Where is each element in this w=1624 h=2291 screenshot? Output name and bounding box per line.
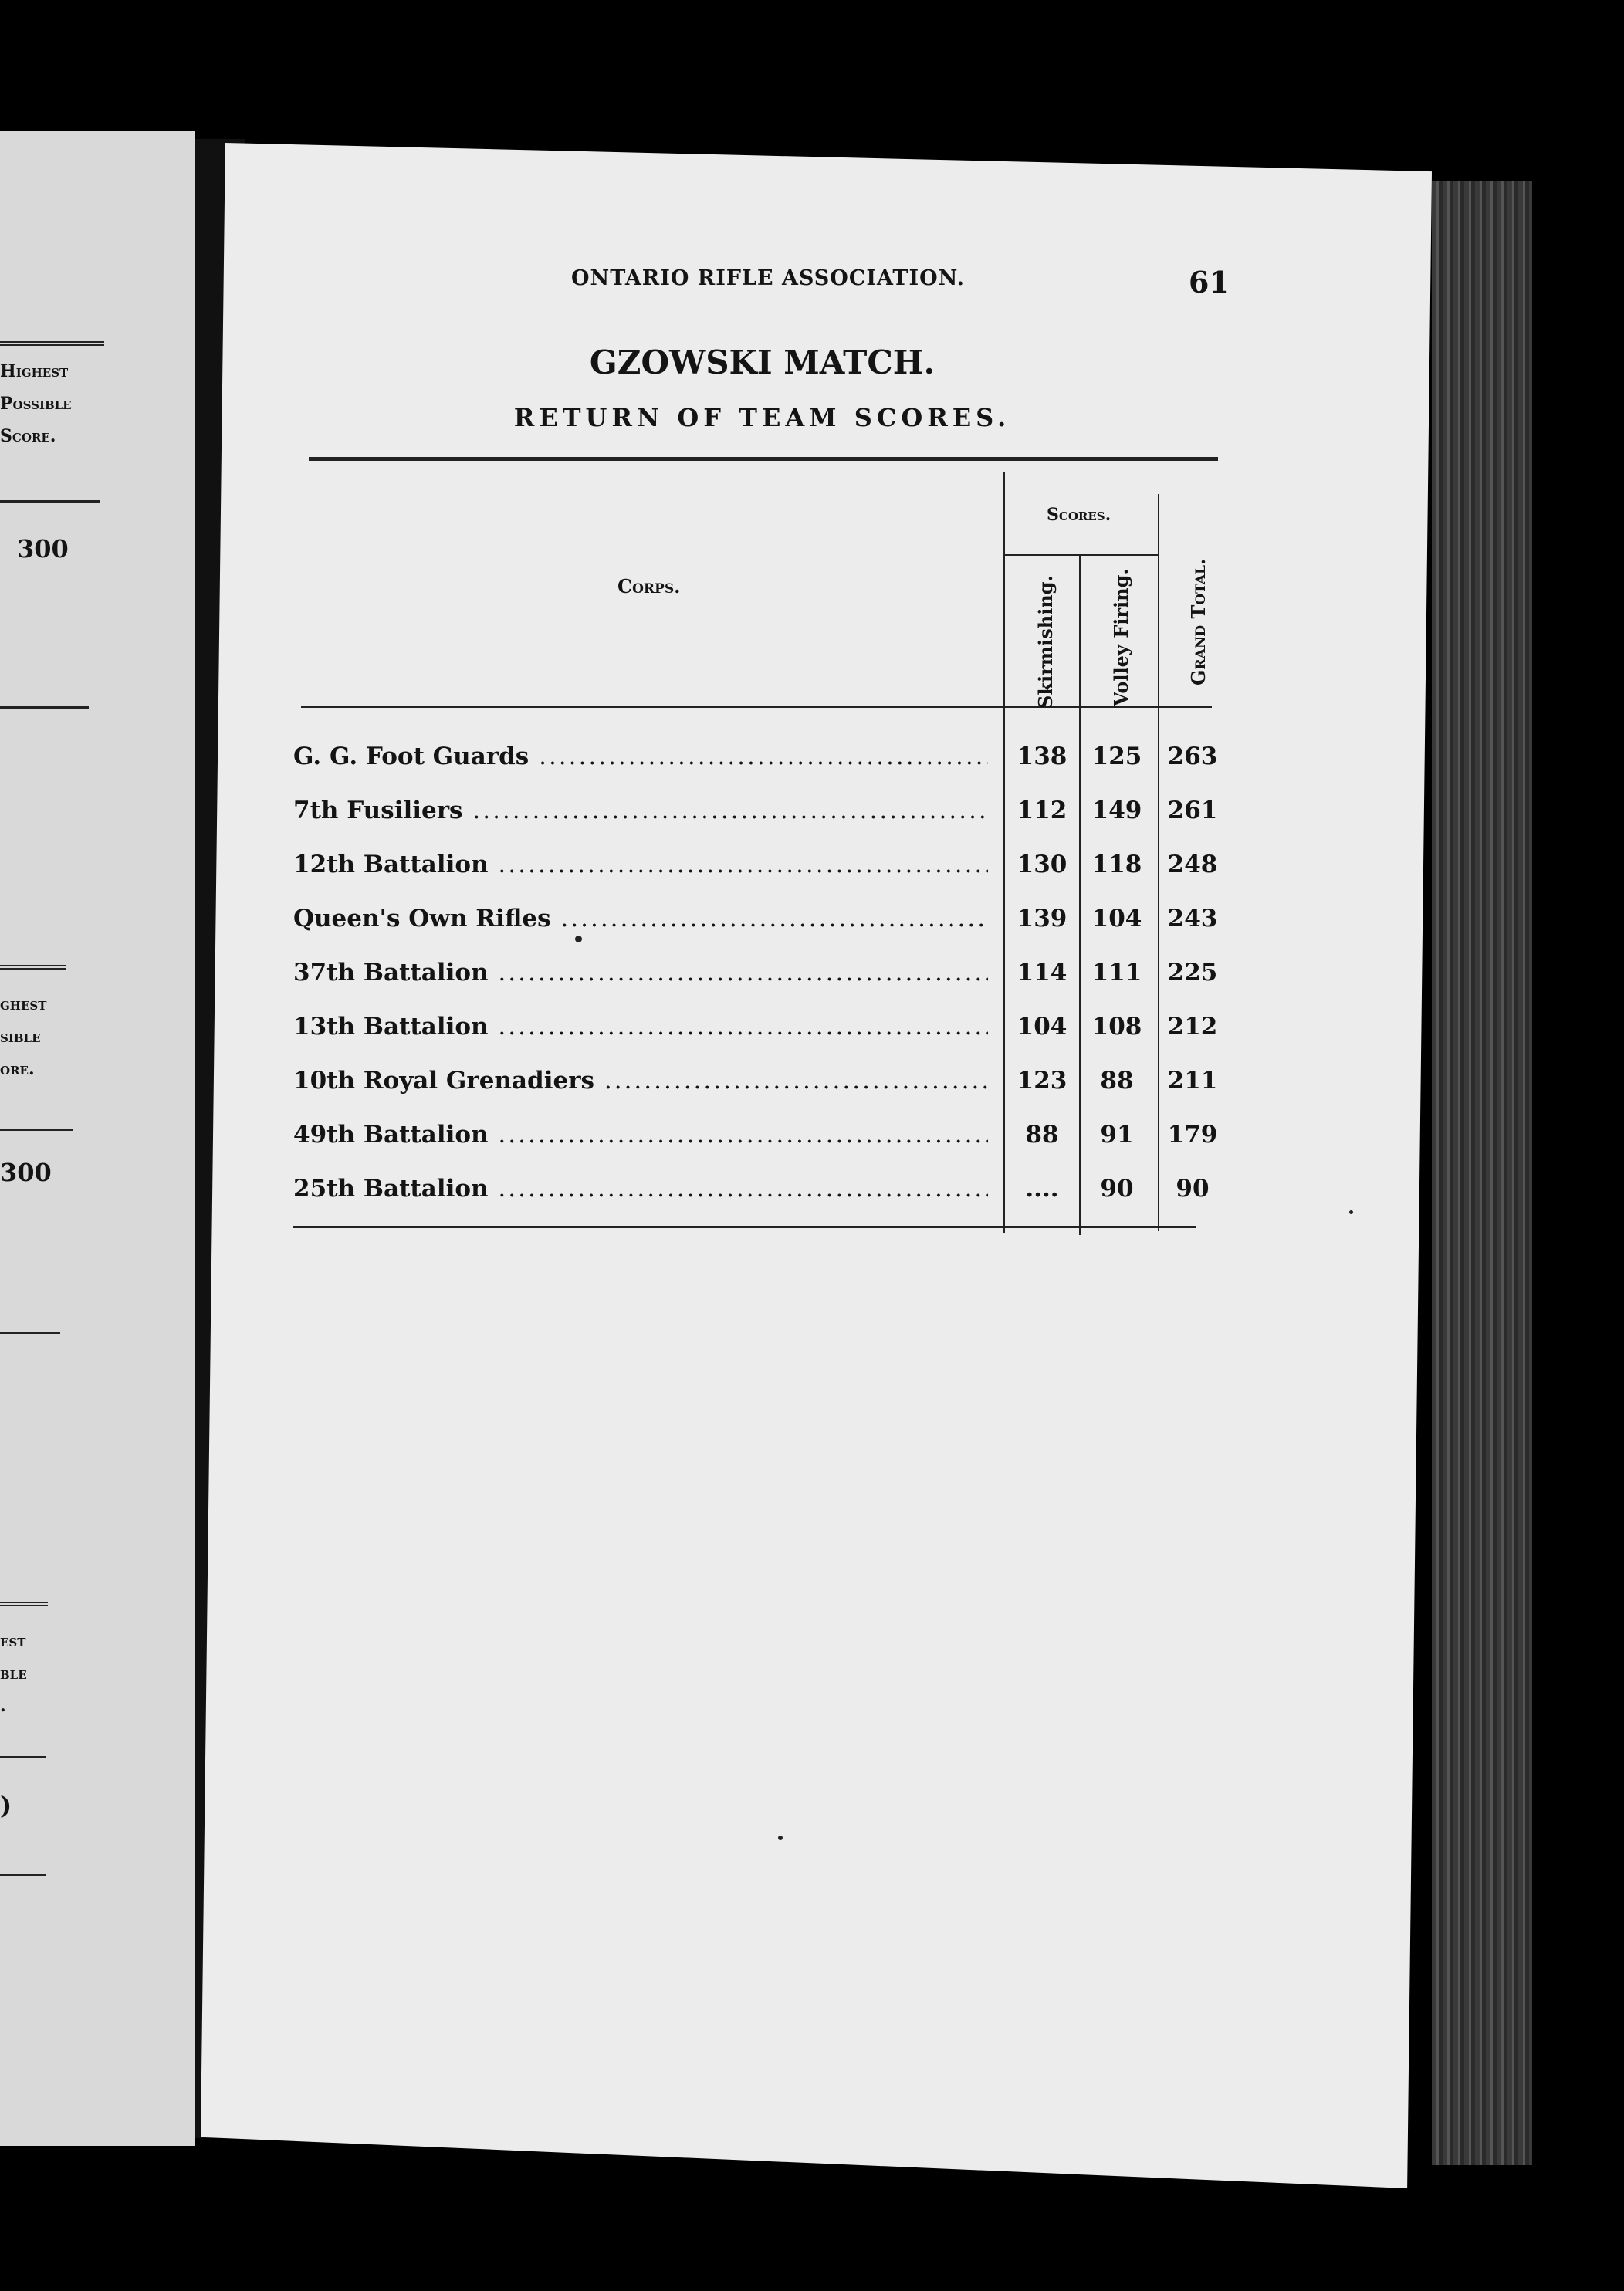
page-number: 61 [1189,265,1230,299]
ink-speck [575,936,582,942]
ink-speck [1349,1210,1353,1214]
skirmishing-score: 130 [1017,851,1067,878]
left-page-rule [0,706,89,709]
left-page-fragment-line-3: . [0,1696,6,1716]
volley-firing-score: 90 [1100,1175,1134,1203]
table-row [293,1121,1220,1167]
corps-name: 13th Battalion ..... [293,1013,988,1041]
volley-firing-score: 125 [1091,743,1142,770]
skirmishing-score: .... [1025,1175,1059,1203]
running-head: ONTARIO RIFLE ASSOCIATION. [571,266,966,290]
corps-name: Queen's Own Rifles ..... [293,905,988,932]
grand-total-score: 211 [1167,1067,1218,1095]
skirmishing-score: 112 [1017,797,1067,824]
table-row [293,1013,1220,1059]
column-header-corps: Corps. [617,575,681,597]
ink-speck [778,1836,783,1840]
left-page-fragment-score: 300 [0,1158,52,1187]
table-row [293,743,1220,789]
corps-name: G. G. Foot Guards ..... [293,743,988,770]
corps-name: 12th Battalion ..... [293,851,988,878]
corps-name: 10th Royal Grenadiers ..... [293,1067,988,1095]
corps-name: 7th Fusiliers ..... [293,797,988,824]
table-row [293,959,1220,1005]
skirmishing-score: 88 [1025,1121,1059,1149]
skirmishing-score: 139 [1017,905,1067,932]
corps-name: 25th Battalion ..... [293,1175,988,1203]
volley-firing-score: 104 [1091,905,1142,932]
skirmishing-score: 138 [1017,743,1067,770]
volley-firing-score: 118 [1091,851,1142,878]
left-facing-page [0,131,195,2146]
left-page-rule [0,1756,46,1758]
left-page-fragment-line-3: ore. [0,1059,35,1079]
left-page-rule [0,500,100,503]
column-header-grand-total: Grand Total. [1187,558,1210,685]
left-page-fragment-score: ) [0,1791,12,1820]
column-header-volley-firing: Volley Firing. [1110,568,1132,706]
table-top-rule [309,457,1218,461]
table-row [293,797,1220,843]
skirmishing-score: 104 [1017,1013,1067,1041]
grand-total-score: 225 [1167,959,1218,986]
page-edges [1432,181,1532,2165]
left-page-rule [0,1129,73,1131]
corps-name: 49th Battalion ..... [293,1121,988,1149]
left-page-fragment-line-2: ble [0,1663,27,1684]
volley-firing-score: 91 [1100,1121,1134,1149]
left-page-rule [0,1874,46,1876]
grand-total-score: 243 [1167,905,1218,932]
corps-name: 37th Battalion ..... [293,959,988,986]
grand-total-score: 90 [1176,1175,1210,1203]
left-page-header-line-1: Highest [0,361,69,381]
table-row [293,851,1220,897]
left-page-score: 300 [17,534,69,563]
volley-firing-score: 111 [1091,959,1142,986]
table-row [293,1067,1220,1113]
grand-total-score: 212 [1167,1013,1218,1041]
grand-total-score: 261 [1167,797,1218,824]
column-header-skirmishing: Skirmishing. [1034,575,1057,709]
left-page-header-line-2: Possible [0,394,72,414]
left-page-rule [0,1332,60,1334]
left-page-fragment-line-1: ghest [0,994,47,1014]
scores-group-rule [1005,554,1158,556]
volley-firing-score: 149 [1091,797,1142,824]
table-row [293,905,1220,951]
left-page-header-line-3: Score. [0,426,56,446]
table-row [293,1175,1220,1221]
left-page-rule [0,1602,48,1606]
volley-firing-score: 88 [1100,1067,1134,1095]
grand-total-score: 263 [1167,743,1218,770]
skirmishing-score: 123 [1017,1067,1067,1095]
left-page-fragment-line-1: est [0,1631,26,1651]
table-bottom-rule [293,1226,1196,1228]
grand-total-score: 248 [1167,851,1218,878]
table-header-rule [301,706,1212,708]
page-subtitle: RETURN OF TEAM SCORES. [513,403,1011,432]
left-page-rule [0,965,66,970]
page-title: GZOWSKI MATCH. [589,343,935,381]
volley-firing-score: 108 [1091,1013,1142,1041]
column-header-scores: Scores. [1047,505,1111,525]
left-page-fragment-line-2: sible [0,1027,41,1047]
skirmishing-score: 114 [1017,959,1067,986]
grand-total-score: 179 [1167,1121,1218,1149]
